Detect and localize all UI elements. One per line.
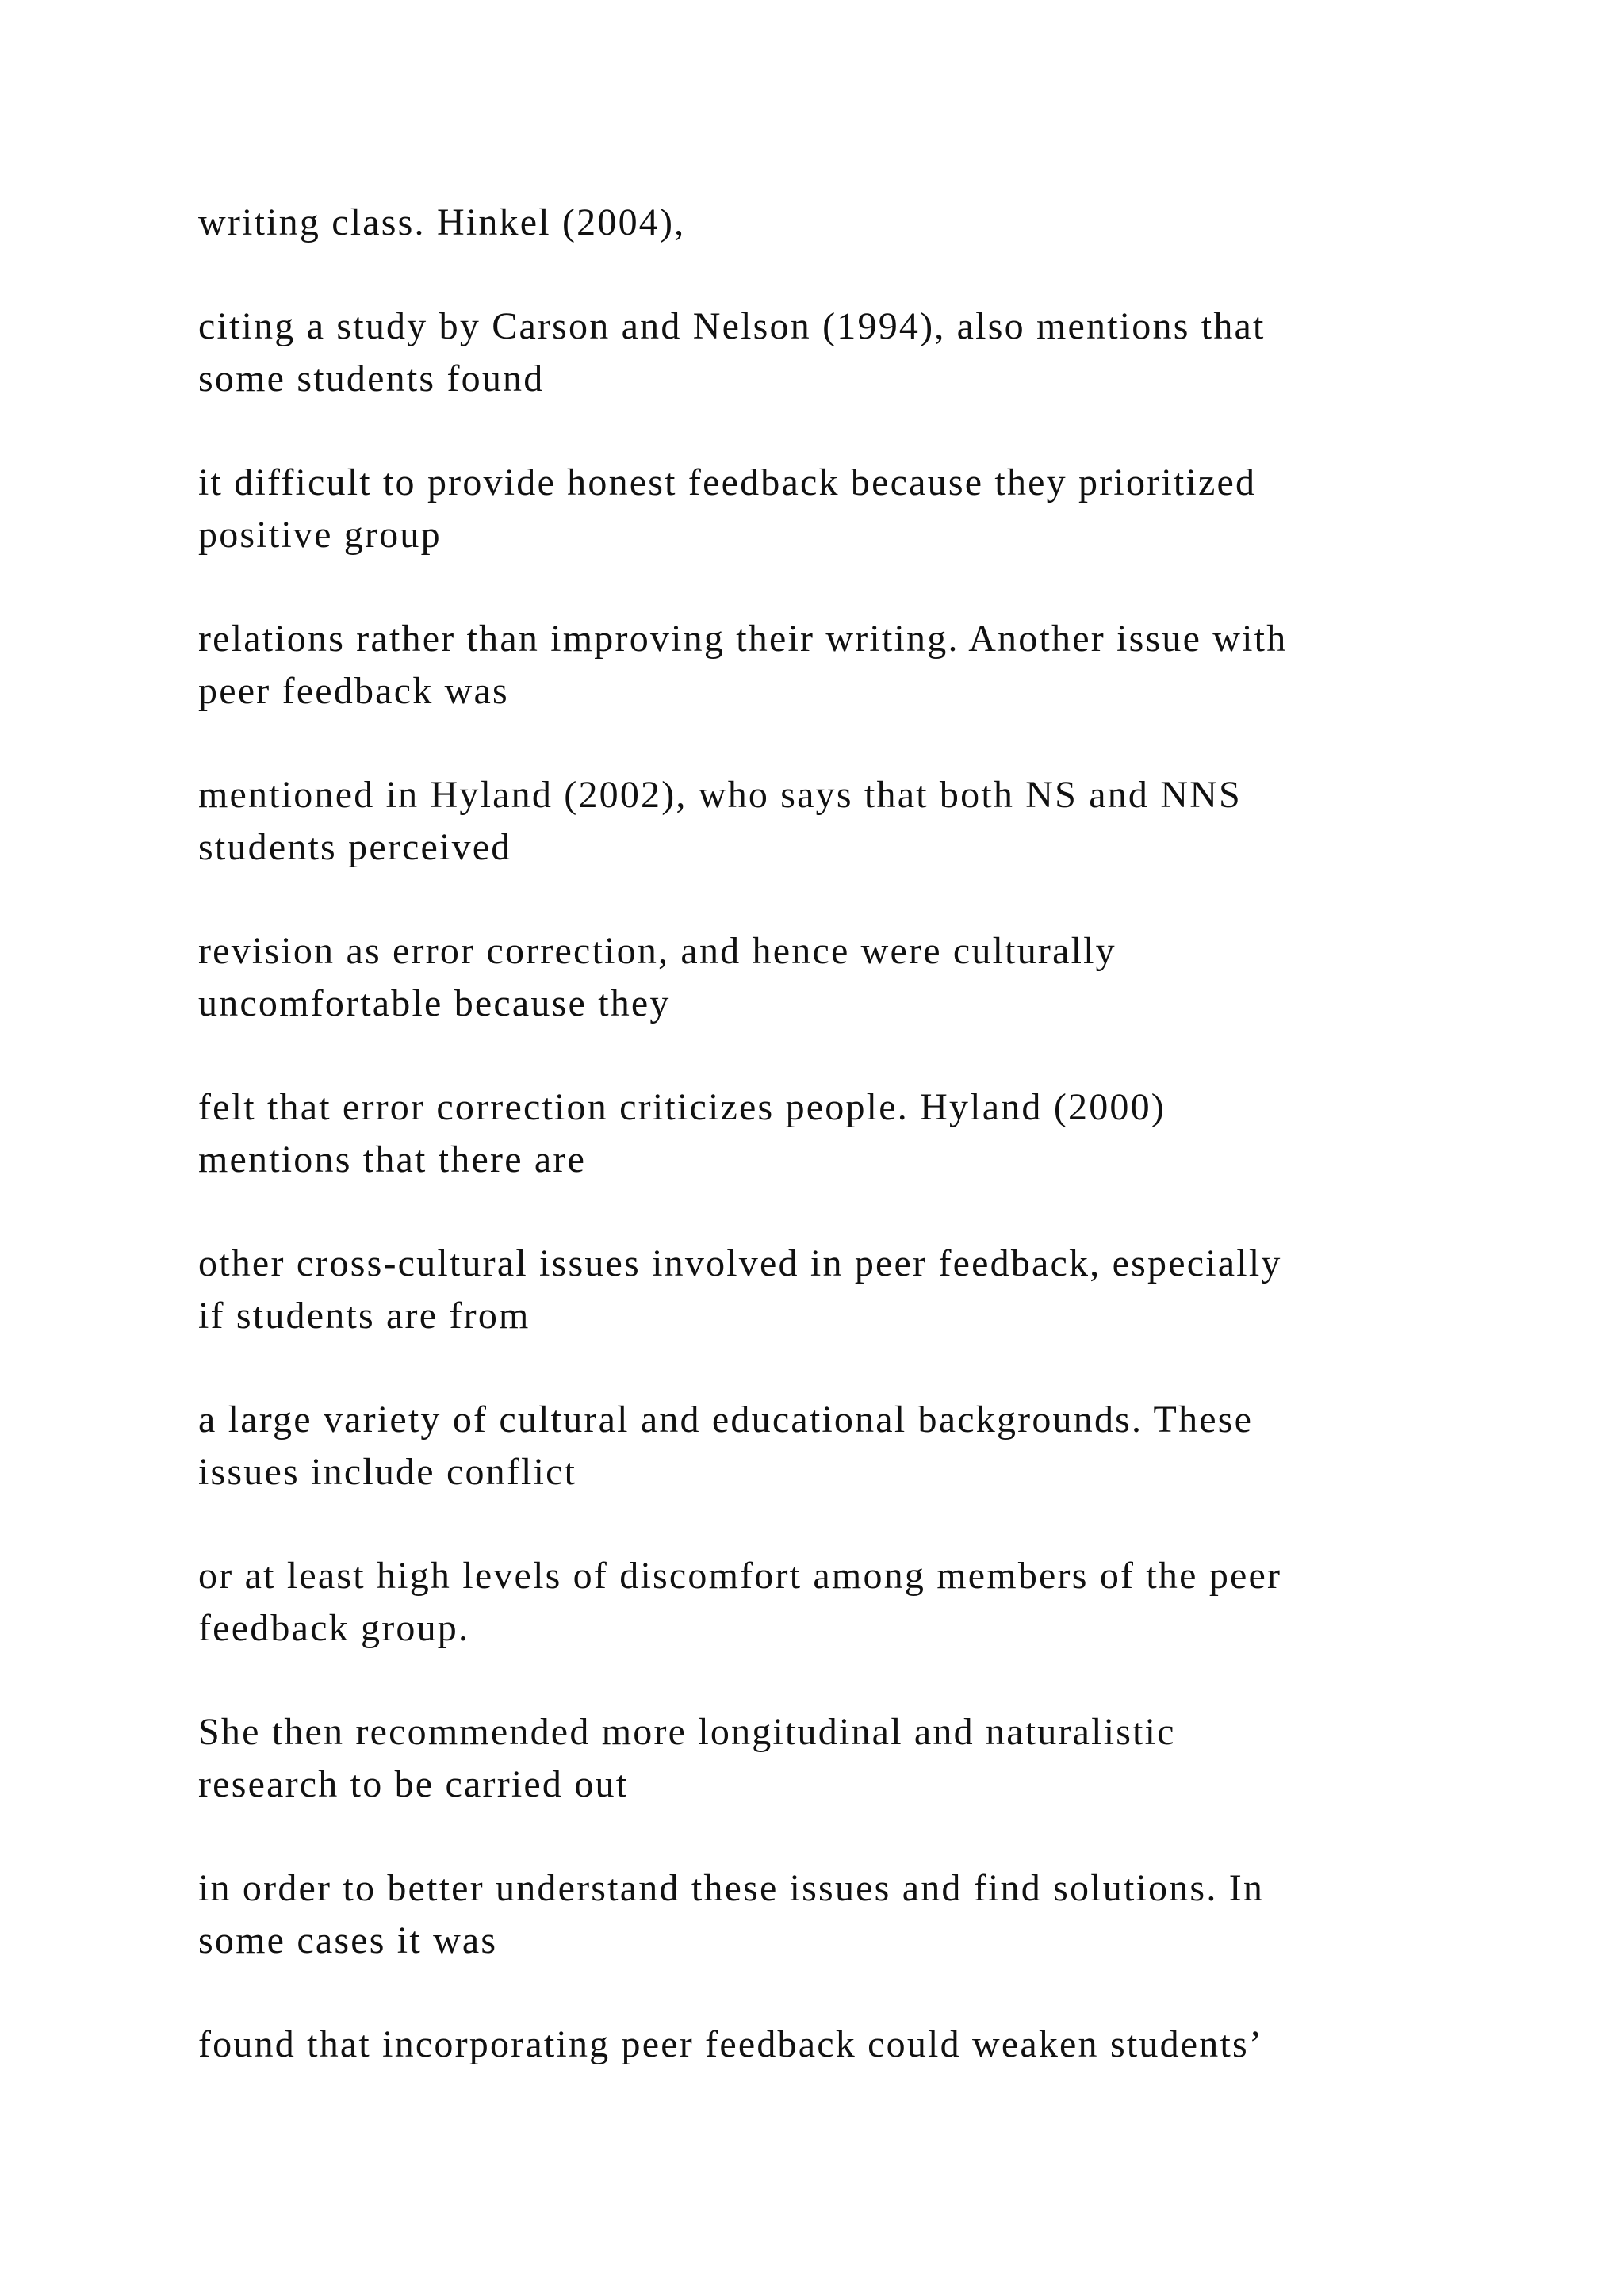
text-line: mentioned in Hyland (2002), who says that both NS and NNS (198, 774, 1242, 816)
text-line: relations rather than improving their writing. Another issue with (198, 618, 1288, 660)
paragraph (198, 1862, 1499, 1967)
text-line: research to be carried out (198, 1763, 629, 1805)
text-line: peer feedback was (198, 670, 509, 712)
text-line: uncomfortable because they (198, 982, 671, 1024)
text-line: issues include conflict (198, 1451, 577, 1493)
paragraph (198, 1706, 1499, 1811)
paragraph (198, 300, 1499, 405)
text-line: felt that error correction criticizes people. Hyland (2000) (198, 1086, 1166, 1128)
document-body (198, 197, 1499, 2122)
text-line: some students found (198, 358, 545, 400)
paragraph (198, 2019, 1499, 2071)
text-line: citing a study by Carson and Nelson (1994), also mentions that (198, 305, 1266, 347)
text-line: revision as error correction, and hence were culturally (198, 930, 1116, 972)
text-line: She then recommended more longitudinal and naturalistic (198, 1711, 1176, 1753)
paragraph (198, 769, 1499, 874)
text-line: in order to better understand these issues and find solutions. In (198, 1867, 1265, 1909)
text-line: other cross-cultural issues involved in peer feedback, especially (198, 1242, 1282, 1284)
text-line: found that incorporating peer feedback could weaken students’ (198, 2023, 1264, 2065)
text-line: a large variety of cultural and educational backgrounds. These (198, 1399, 1254, 1441)
paragraph (198, 197, 1499, 249)
text-line: some cases it was (198, 1919, 498, 1961)
text-line: students perceived (198, 826, 512, 868)
paragraph (198, 1394, 1499, 1498)
paragraph (198, 1238, 1499, 1342)
paragraph (198, 925, 1499, 1030)
text-line: it difficult to provide honest feedback because they prioritized (198, 461, 1257, 503)
text-line: feedback group. (198, 1607, 470, 1649)
paragraph (198, 1550, 1499, 1655)
paragraph (198, 1081, 1499, 1186)
paragraph (198, 457, 1499, 561)
paragraph (198, 613, 1499, 718)
text-line: positive group (198, 514, 442, 556)
text-line: or at least high levels of discomfort among members of the peer (198, 1555, 1282, 1597)
text-line: if students are from (198, 1295, 530, 1337)
text-line: writing class. Hinkel (2004), (198, 201, 686, 243)
text-line: mentions that there are (198, 1138, 587, 1181)
